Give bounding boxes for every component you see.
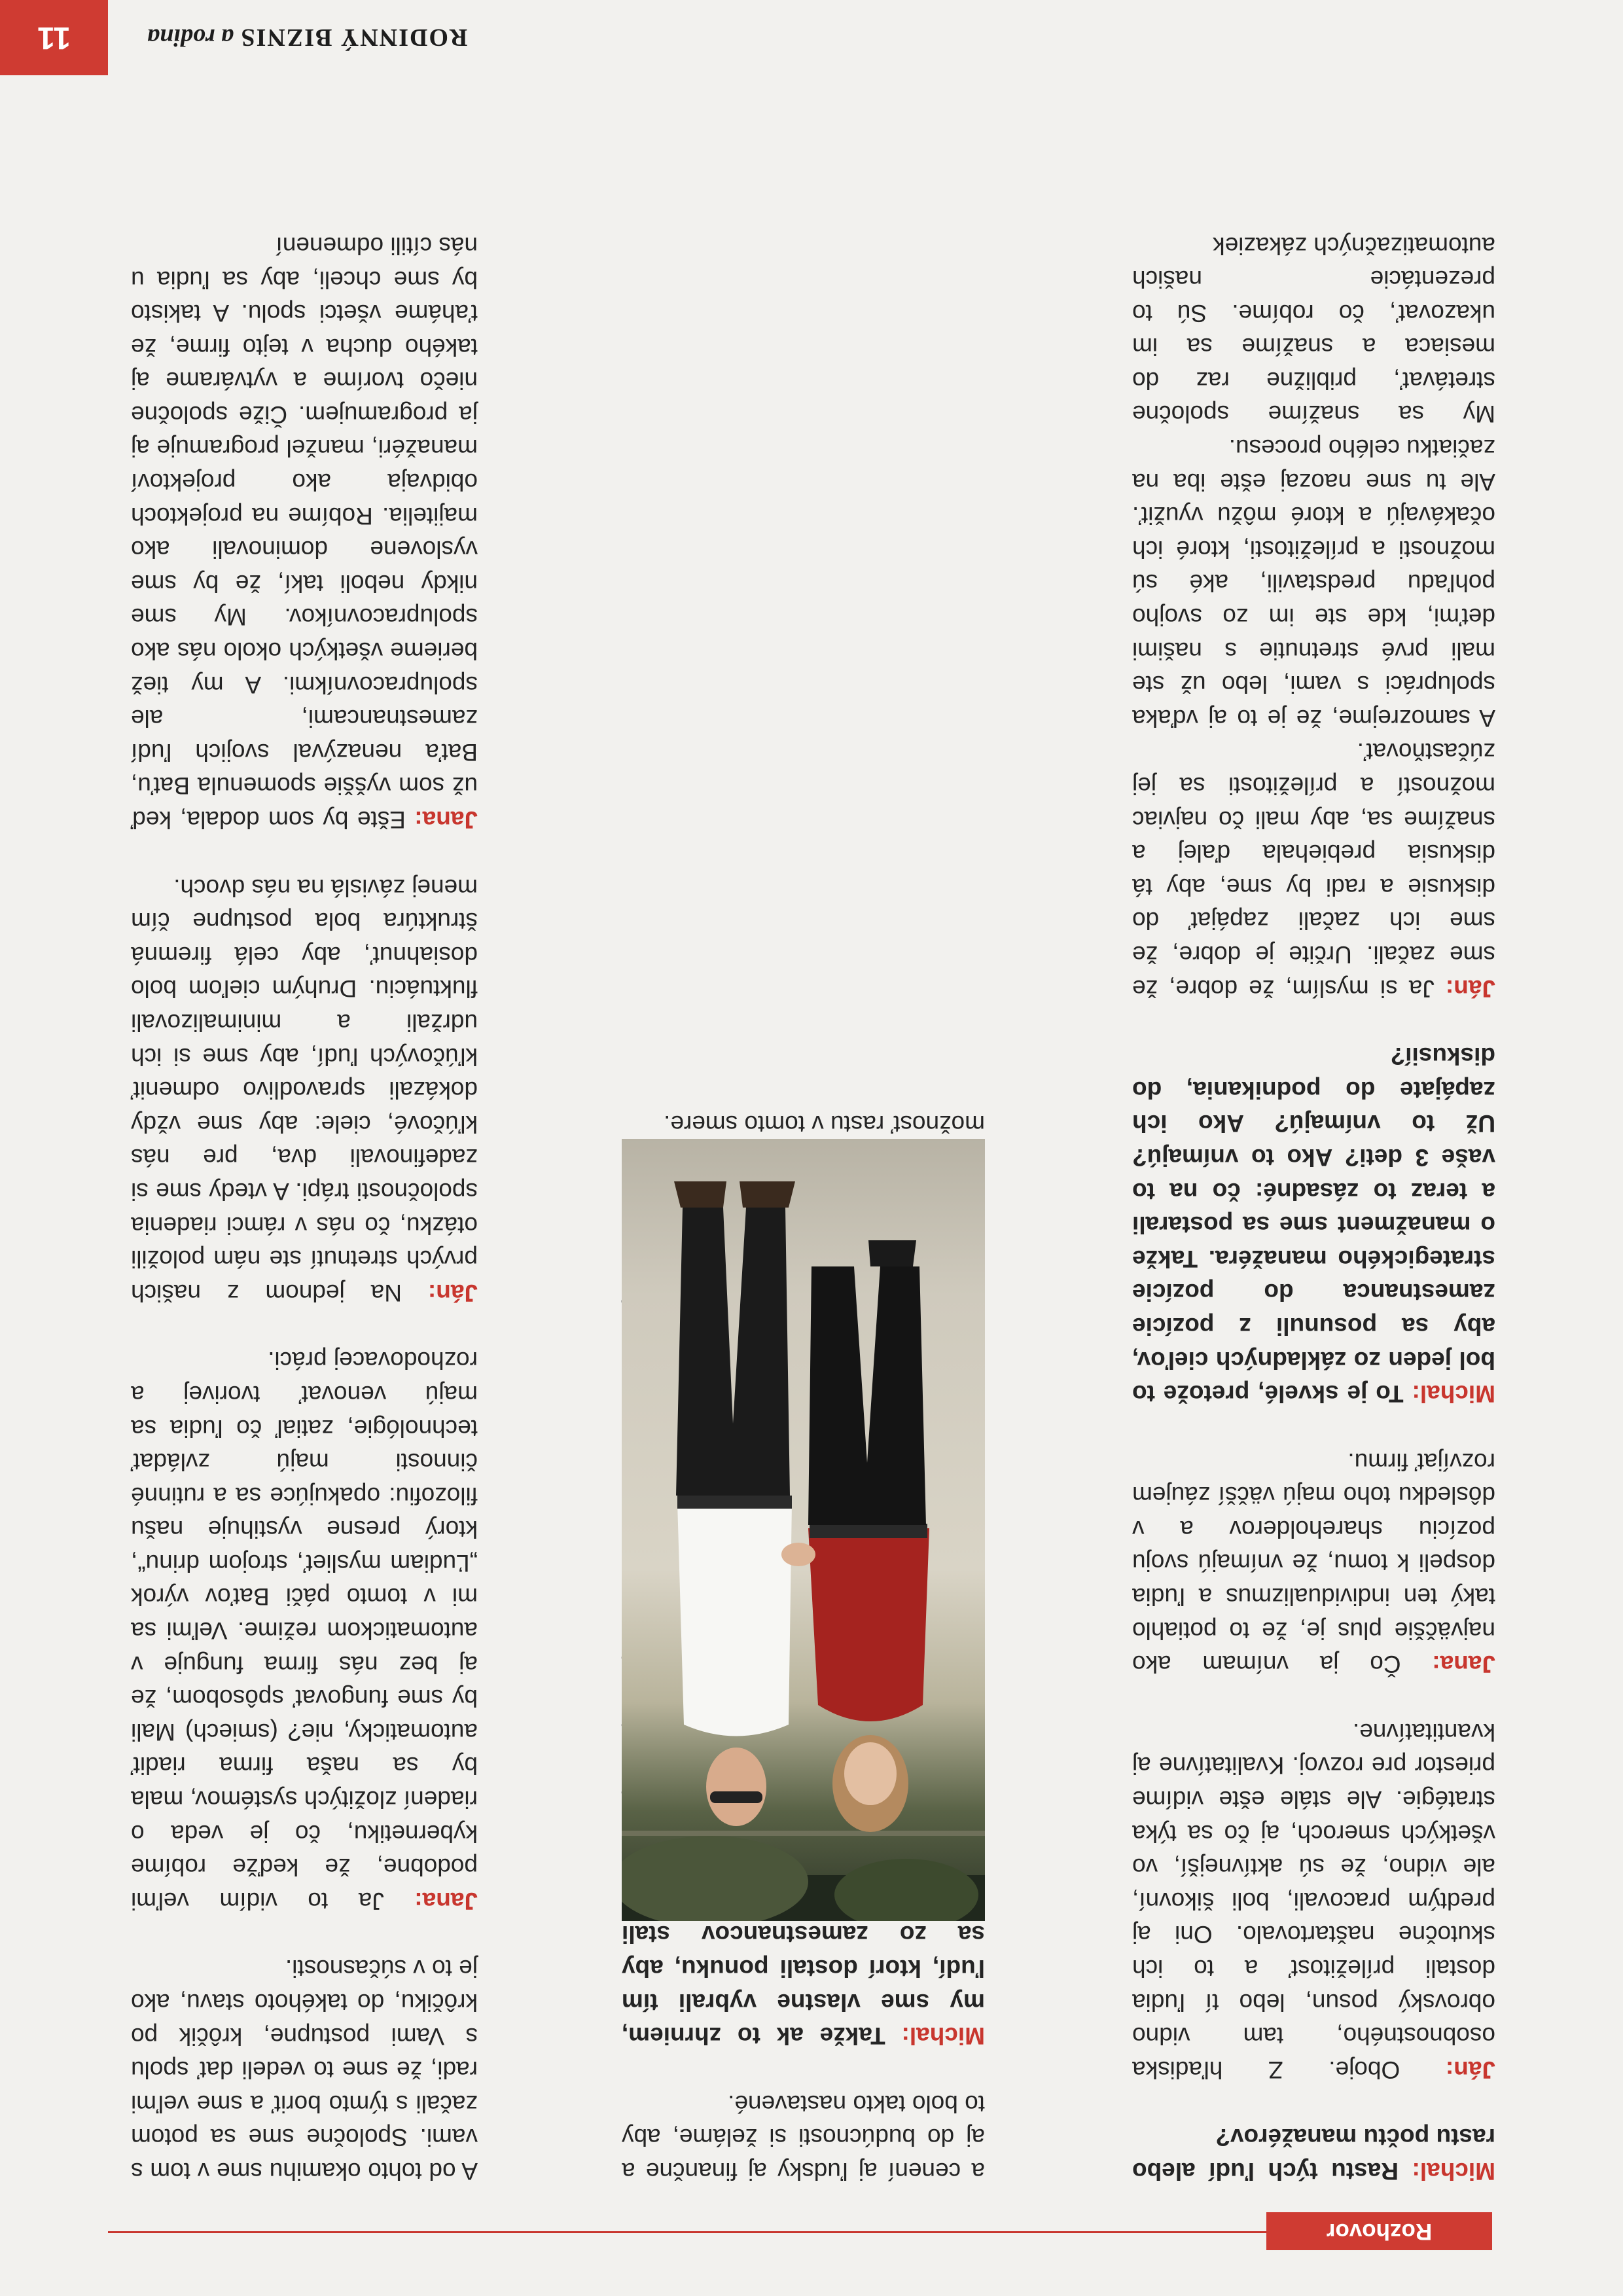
interview-paragraph bbox=[131, 1344, 478, 1918]
paragraph-text: možnosť rastu v tomto smere. bbox=[664, 1110, 985, 1138]
speaker-label: Jana: bbox=[414, 1887, 478, 1914]
section-tab: Rozhovor bbox=[1266, 2212, 1492, 2250]
paragraph-text: Ešte by som dodala, keď už som vyššie spomenula Baťu, Baťa nenazýval svojich ľudí zamestnancami, ale spolupracovníkmi. A my tiež berieme všetkých okolo nás ako spolupracovníkov. My sme nikdy neboli takí, že by sme vyslovene dominovali ako majitelia. Robíme na projektoch obidvaja ako projektoví manažéri, manžel programuje aj ja programujem. Čiže spoločne niečo tvoríme a vytvárame aj takého ducha v tejto firme, že ťaháme všetci spolu. A takisto by sme chceli, aby sa ľudia u nás cítili odmenení bbox=[131, 232, 478, 834]
speaker-label: Ján: bbox=[1445, 975, 1495, 1002]
interview-question bbox=[1132, 1039, 1495, 1411]
speaker-label: Jana: bbox=[414, 806, 478, 834]
paragraph-text: Na jednom z našich prvých stretnutí ste nám položili otázku, čo nás v rámci riadenia spoločnosti trápi. A vtedy sme si zadefinovali dva, pre nás kľúčové, ciele: aby sme vždy dokázali spravodlivo odmeniť kľúčových ľudí, aby sme si ich udržali a minimalizovali fluktuáciu. Druhým cieľom bolo dosiahnuť, aby celá firemná štruktúra bola postupne čím menej závislá na nás dvoch. bbox=[131, 874, 478, 1306]
interview-paragraph bbox=[1132, 431, 1495, 735]
paragraph-text: Ja si myslím, že dobre, že sme začali. Určite je dobre, že sme ich začali zapájať do diskusie a radi by sme, aby tá diskusia prebiehala ďalej a snažíme sa, aby mali čo najviac možností a príležitosti sa jej zúčastňovať. bbox=[1132, 738, 1495, 1002]
interview-paragraph bbox=[622, 2087, 985, 2188]
speaker-label: Ján: bbox=[1445, 2056, 1495, 2083]
interview-paragraph bbox=[1132, 1444, 1495, 1681]
interview-question bbox=[1132, 2121, 1495, 2188]
running-title-bold: RODINNÝ BIZNIS bbox=[240, 24, 468, 52]
interview-photo bbox=[622, 1139, 985, 1921]
interview-paragraph bbox=[131, 228, 478, 836]
interview-paragraph bbox=[1132, 1715, 1495, 2087]
speaker-label: Michal: bbox=[1412, 2158, 1495, 2185]
paragraph-text: To je skvelé, pretože to bol jeden zo základných cieľov, aby sa posunuli z pozície zamestnanca do pozície strategického manažéra. Takže o manažment sme sa postarali a teraz to zásadné: čo na to vaše 3 deti? Ako to vnímajú? Už to vnímajú? Ako ich zapájate do podnikania, do diskusií? bbox=[1132, 1043, 1495, 1408]
speaker-label: Michal: bbox=[1412, 1380, 1495, 1408]
speaker-label: Ján: bbox=[427, 1279, 478, 1306]
paragraph-text: Ja to vidím veľmi podobne, že keďže robíme kybernetiku, čo je veda o riadení zložitých systémov, mala by sa naša firma riadiť automaticky, nie? (smiech) Mali by sme fungovať spôsobom, že aj bez nás firma funguje v automatickom režime. Veľmi sa mi v tomto páči Baťov výrok „Ľudiam myslieť, strojom drinu“, ktorý presne vystihuje našu filozofiu: opakujúce sa a rutinné činnosti majú zvládať technológie, zatiaľ čo ľudia sa majú venovať tvorivej a rozhodovacej práci. bbox=[131, 1347, 478, 1914]
paragraph-text: Oboje. Z hľadiska osobnostného, tam vidno obrovský posun, lebo tí ľudia dostali príležitosť a to ich skutočne naštartovalo. Oni aj predtým pracovali, boli šikovní, ale vidno, že sú aktívnejší, vo všetkých smeroch, aj čo sa týka stratégie. Ale stále ešte vidíme priestor pre rozvoj. Kvalitatívne aj kvantitatívne. bbox=[1132, 1718, 1495, 2083]
speaker-label: Jana: bbox=[1432, 1651, 1495, 1678]
paragraph-text: Rastu tých ľudí alebo rastu počtu manažérov? bbox=[1132, 2124, 1495, 2185]
paragraph-text: a cenení aj ľudsky aj finančne a aj do budúcnosti si želáme, aby to bolo takto nastavené. bbox=[622, 2090, 985, 2185]
interview-paragraph bbox=[1132, 228, 1495, 431]
paragraph-text: My sa snažíme spoločne stretávať, približne raz do mesiaca a snažíme sa im ukazovať, čo robíme. Sú to prezentácie našich automatizačných zákaziek bbox=[1132, 232, 1495, 428]
paragraph-text: A samozrejme, že je to aj vďaka spolupráci s vami, lebo už ste mali prvé stretnutie s našimi deťmi, kde ste im zo svojho pohľadu predstavili, aké sú možnosti a príležitosti, ktoré ich očakávajú a ktoré môžu využiť. Ale tu sme naozaj ešte iba na začiatku celého procesu. bbox=[1132, 435, 1495, 732]
column-1 bbox=[1132, 228, 1495, 2188]
paragraph-text: A od tohto okamihu sme v tom s vami. Spoločne sme sa potom začali s týmto boriť a sme veľmi radi, že sme to vedeli dať spolu s Vami postupne, krôčik po krôčiku, do takéhoto stavu, ako je to v súčasnosti. bbox=[131, 1955, 478, 2185]
column-3 bbox=[131, 228, 478, 2188]
running-title-italic: a rodina bbox=[147, 24, 240, 52]
interview-paragraph bbox=[131, 1952, 478, 2188]
page-footer bbox=[0, 0, 641, 75]
speaker-label: Michal: bbox=[901, 2022, 985, 2050]
running-title bbox=[147, 24, 467, 52]
page-number: 11 bbox=[0, 0, 108, 75]
interview-paragraph bbox=[1132, 735, 1495, 1005]
paragraph-text: Takže ak to zhrniem, my sme vlastne vybrali tím ľudí, ktorí dostali ponuku, aby sa zo zamestnancov stali bbox=[622, 1921, 985, 2050]
couple-portrait-image bbox=[622, 1139, 985, 1921]
interview-paragraph bbox=[131, 870, 478, 1310]
paragraph-text: Čo ja vnímam ako najväčšie plus je, že to potiahlo taký ten individualizmus a ľudia dospeli k tomu, že vnímajú svoju pozíciu shareholderov a v dôsledku toho majú väčší záujem rozvíjať firmu. bbox=[1132, 1448, 1495, 1678]
